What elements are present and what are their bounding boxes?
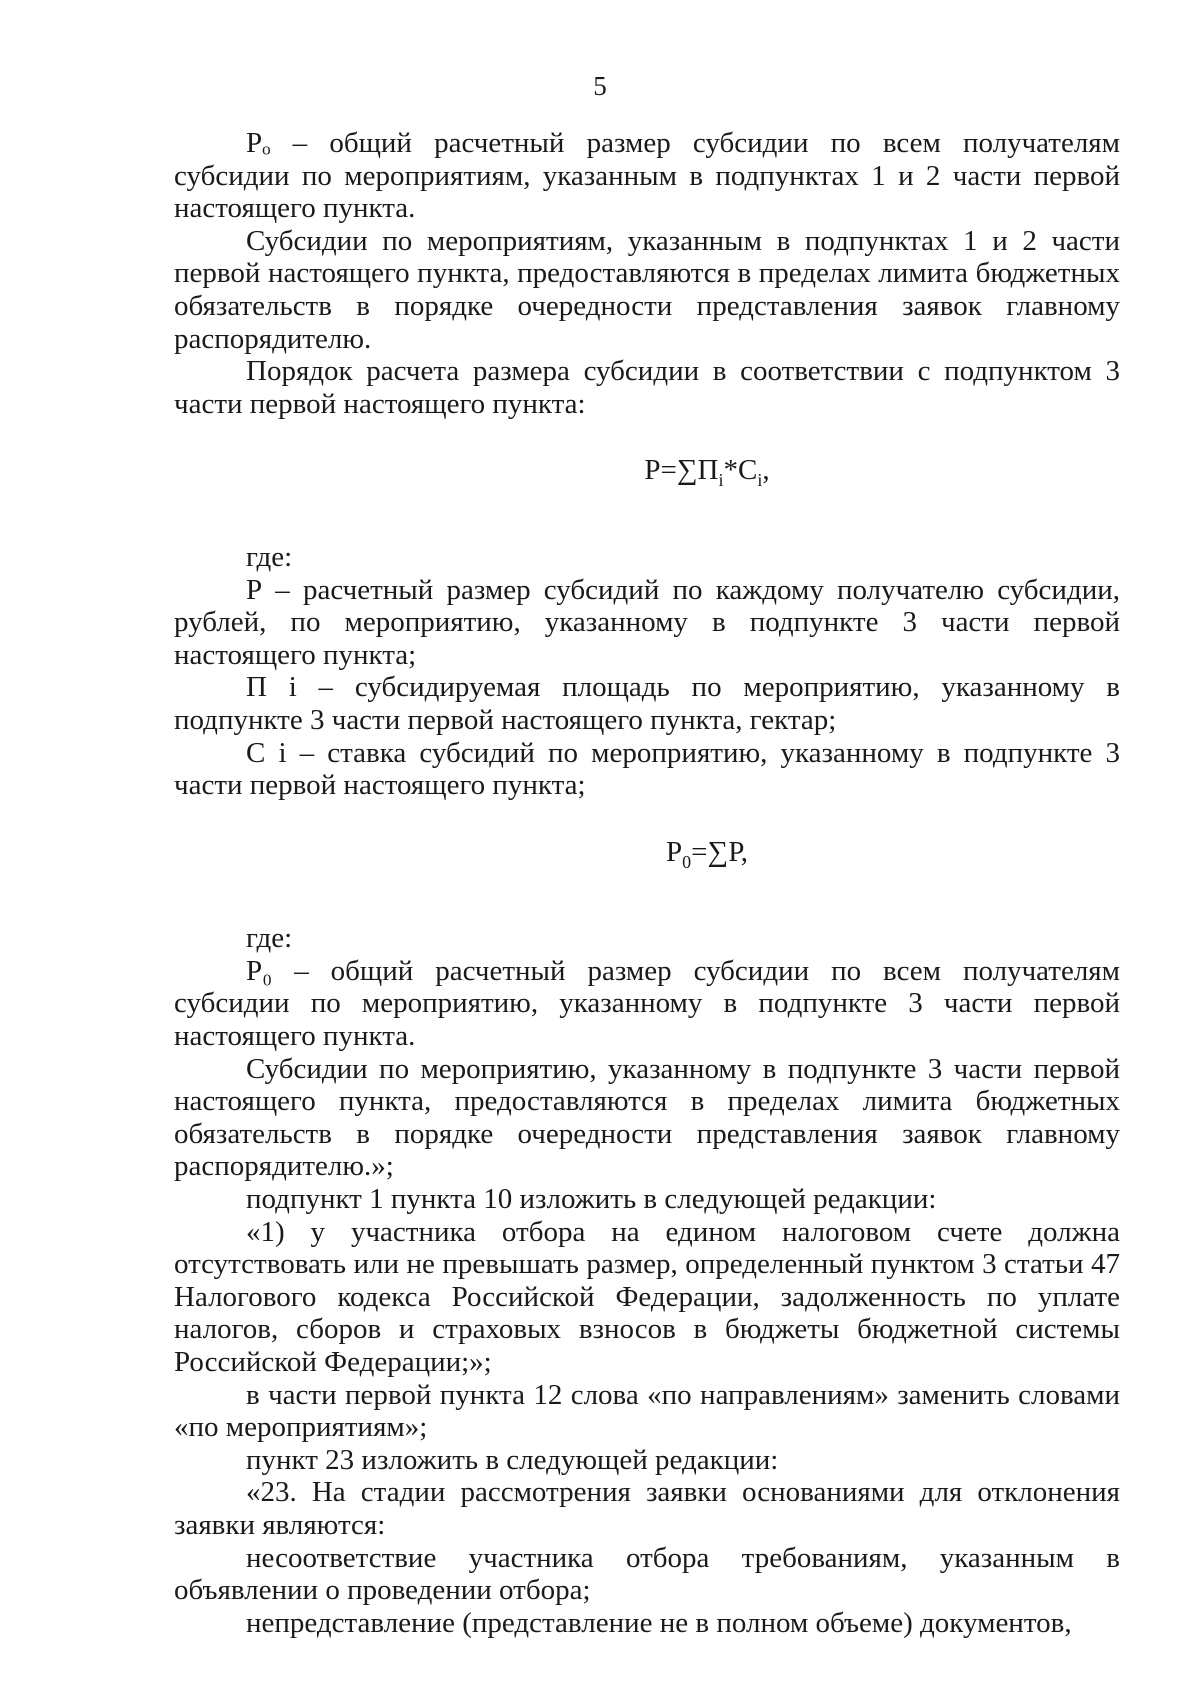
paragraph: непредставление (представление не в полном объеме) документов, [246,1606,1072,1639]
formula-subscript: 0 [682,851,692,872]
formula-part: =∑Р, [691,835,748,868]
paragraph: Pₒ – общий расчетный размер субсидии по всем получателям субсидии по мероприятиям, указанным в подпунктах 1 и 2 части первой настоящего пункта. [174,127,1120,225]
paragraph: подпункт 1 пункта 10 изложить в следующей редакции: [246,1183,937,1216]
formula-part: Р=∑П [644,454,719,487]
paragraph: «23. На стадии рассмотрения заявки основаниями для отклонения заявки являются: [174,1476,1120,1541]
document-body [174,127,1120,1639]
where-label: где: [246,540,293,573]
paragraph: «1) у участника отбора на едином налоговом счете должна отсутствовать или не превышать размер, определенный пунктом 3 статьи 47 Налогового кодекса Российской Федерации, задолженность по уплате налогов, сборов и страховых взносов в бюджеты бюджетной системы Российской Федерации;»; [174,1215,1120,1378]
formula-subscript: i [718,470,724,491]
formula-total-subsidy [174,835,1120,872]
formula-part: *С [723,454,758,487]
formula-subscript: i [757,470,763,491]
where-label: где: [246,922,293,955]
page-number: 5 [593,71,607,101]
paragraph: в части первой пункта 12 слова «по направлениям» заменить словами «по мероприятиям»; [174,1378,1120,1444]
formula-part: Р [666,835,683,868]
paragraph: Р₀ – общий расчетный размер субсидии по всем получателям субсидии по мероприятию, указанному в подпункте 3 части первой настоящего пункта. [174,954,1120,1053]
paragraph: Субсидии по мероприятию, указанному в подпункте 3 части первой настоящего пункта, предоставляются в пределах лимита бюджетных обязательств в порядке очередности представления заявок главному распорядителю.»; [174,1052,1120,1183]
paragraph: С i – ставка субсидий по мероприятию, указанному в подпункте 3 части первой настоящего пункта; [174,736,1120,802]
paragraph: Р – расчетный размер субсидий по каждому получателю субсидии, рублей, по мероприятию, указанному в подпункте 3 части первой настоящего пункта; [174,573,1120,671]
paragraph: Порядок расчета размера субсидии в соответствии с подпунктом 3 части первой настоящего пункта: [174,355,1120,420]
paragraph: Субсидии по мероприятиям, указанным в подпунктах 1 и 2 части первой настоящего пункта, предоставляются в пределах лимита бюджетных обязательств в порядке очередности представления заявок главному распорядителю. [174,224,1120,355]
paragraph: П i – субсидируемая площадь по мероприятию, указанному в подпункте 3 части первой настоящего пункта, гектар; [174,671,1120,736]
paragraph: несоответствие участника отбора требованиям, указанным в объявлении о проведении отбора; [174,1541,1120,1607]
formula-subsidy-per-recipient [174,454,1120,491]
paragraph: пункт 23 изложить в следующей редакции: [246,1443,779,1476]
formula-part: , [762,454,770,487]
